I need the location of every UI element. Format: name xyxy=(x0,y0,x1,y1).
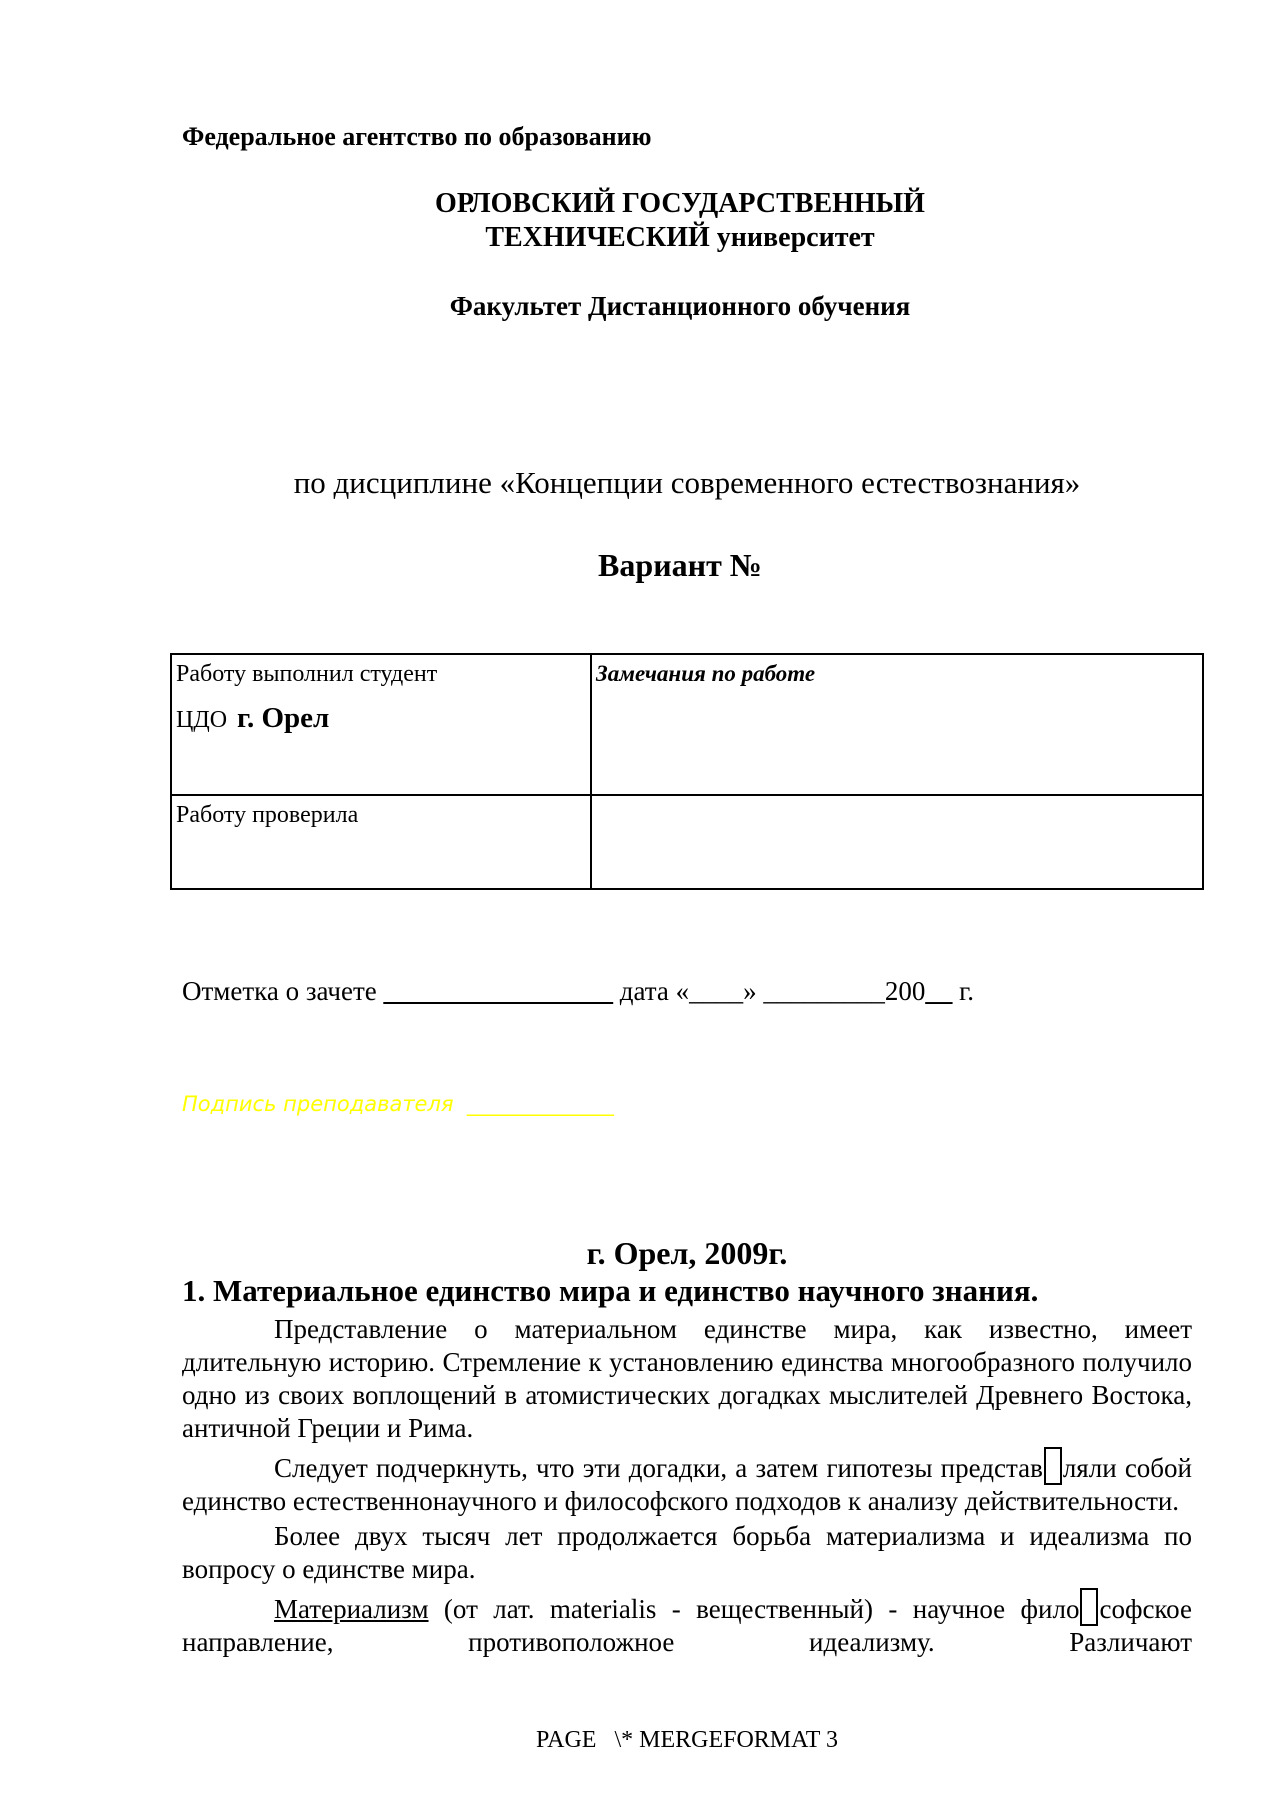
paragraph-text: софское направление, противоположное идеализму. Различают xyxy=(182,1594,1192,1657)
section-heading: 1. Материальное единство мира и единство научного знания. xyxy=(182,1273,1039,1308)
mark-blank: _________________ xyxy=(383,976,614,1006)
info-table xyxy=(170,653,1204,890)
checked-remarks-cell xyxy=(591,795,1203,889)
year-suffix: г. xyxy=(952,976,974,1006)
paragraph xyxy=(182,1447,1192,1518)
checked-cell xyxy=(171,795,591,889)
paragraph: Представление о материальном единстве мира, как известно, имеет длительную историю. Стремление к установлению единства многообразного получило одно из своих воплощений в атомистических догадках мыслителей Древнего Востока, античной Греции и Рима. xyxy=(182,1314,1192,1443)
date-text: дата «____» _________200 xyxy=(613,976,926,1006)
cdo-label: ЦДО xyxy=(176,707,228,733)
field-marker-icon xyxy=(1080,1588,1098,1626)
info-table-row xyxy=(171,654,1203,795)
student-label: Работу выполнил студент xyxy=(176,661,438,687)
page-footer: PAGE \* MERGEFORMAT 3 xyxy=(535,1727,839,1753)
university-line-1: ОРЛОВСКИЙ ГОСУДАРСТВЕННЫЙ xyxy=(435,188,925,219)
agency-name: Федеральное агентство по образованию xyxy=(182,122,652,151)
remarks-label: Замечания по работе xyxy=(596,661,816,686)
paragraph-text: (от лат. materialis - вещественный) - научное фило xyxy=(428,1594,1080,1624)
discipline-title: по дисциплине «Концепции современного естествознания» xyxy=(293,465,1081,500)
checked-label: Работу проверила xyxy=(176,802,359,828)
city-year: г. Орел, 2009г. xyxy=(586,1235,788,1271)
section-body xyxy=(182,1313,1192,1661)
term-materialism: Материализм xyxy=(274,1594,429,1624)
cdo-line xyxy=(176,702,586,735)
mark-label: Отметка о зачете xyxy=(182,976,384,1006)
teacher-signature: Подпись преподавателя ______________ xyxy=(182,1092,614,1116)
university-line-2: ТЕХНИЧЕСКИЙ университет xyxy=(485,222,875,253)
student-cell xyxy=(171,654,591,795)
variant-number: Вариант № xyxy=(598,547,762,583)
year-blank: __ xyxy=(925,976,953,1006)
student-city: г. Орел xyxy=(237,702,330,734)
paragraph xyxy=(182,1588,1192,1659)
grading-line xyxy=(182,976,974,1007)
field-marker-icon xyxy=(1044,1447,1062,1485)
university-name xyxy=(182,187,1178,255)
faculty-name: Факультет Дистанционного обучения xyxy=(449,291,911,321)
info-table-row xyxy=(171,795,1203,889)
paragraph-text: ляли собой единство естественнонаучного и философского подходов к анализу действительности. xyxy=(182,1453,1192,1516)
remarks-cell xyxy=(591,654,1203,795)
paragraph-text: Следует подчеркнуть, что эти догадки, а затем гипотезы представ xyxy=(274,1453,1043,1483)
paragraph: Более двух тысяч лет продолжается борьба материализма и идеализма по вопросу о единстве мира. xyxy=(182,1521,1192,1584)
